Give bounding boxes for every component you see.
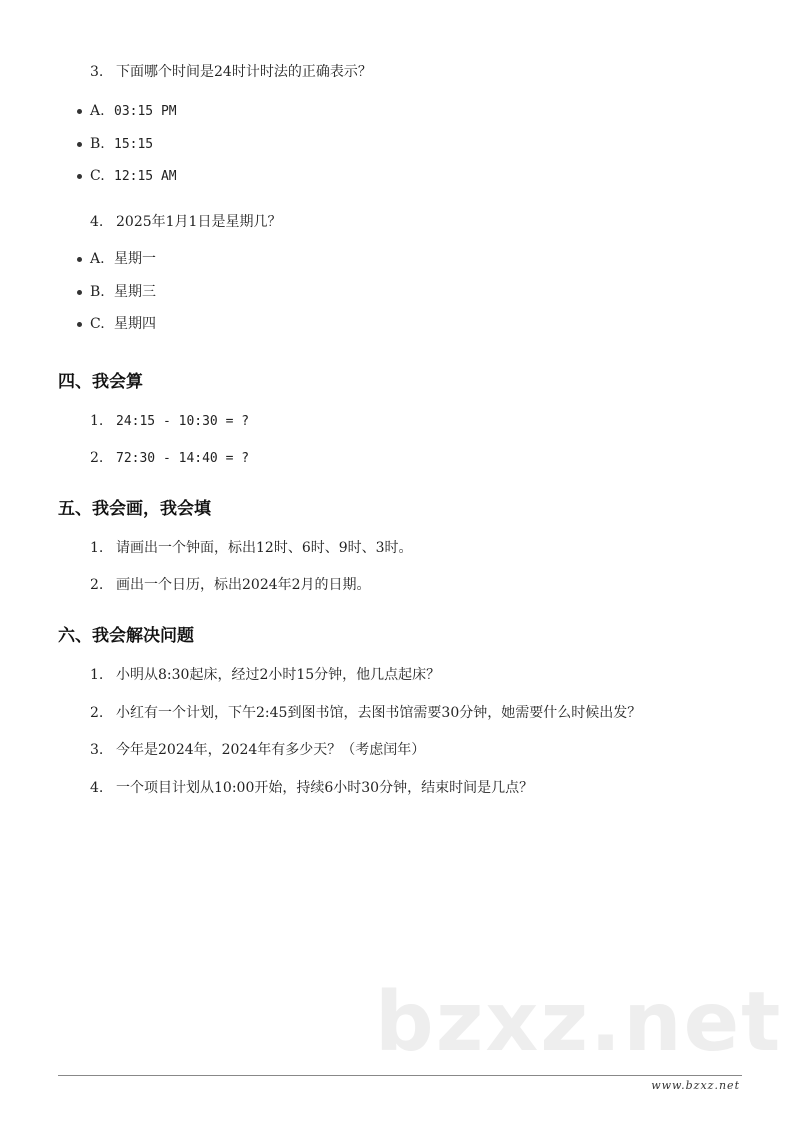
option-text: 12:15 AM [114,169,177,184]
q4-option-c [90,314,156,334]
q3-option-b [90,134,153,155]
q3-option-a [90,101,177,122]
bullet-icon [77,257,82,262]
question-number: 3. [90,64,104,80]
item-text: 小红有一个计划，下午2:45到图书馆，去图书馆需要30分钟，她需要什么时候出发？ [116,705,642,721]
option-text: 星期三 [114,284,156,300]
option-text: 星期一 [114,251,156,267]
list-item [90,703,641,723]
option-text: 15:15 [114,137,154,152]
list-item [90,665,440,685]
option-letter: C. [90,168,105,184]
item-number: 2. [90,450,104,466]
section-heading-solve: 六、我会解决问题 [58,626,194,646]
q4-option-a [90,249,156,269]
question-number: 4. [90,214,104,230]
option-letter: B. [90,136,105,152]
item-text: 请画出一个钟面，标出12时、6时、9时、3时。 [116,540,413,556]
list-item [90,778,533,798]
bullet-icon [77,142,82,147]
option-letter: B. [90,284,105,300]
list-item [90,740,425,760]
section-heading-calculate: 四、我会算 [58,372,143,392]
footer-url: www.bzxz.net [651,1079,740,1092]
item-text: 一个项目计划从10:00开始，持续6小时30分钟，结束时间是几点？ [116,780,534,796]
q4-option-b [90,282,156,302]
section-heading-draw: 五、我会画，我会填 [58,499,211,519]
option-letter: A. [90,251,105,267]
item-text: 24:15 - 10:30 = ? [116,414,250,429]
watermark: bzxz.net [375,975,783,1070]
list-item [90,575,371,595]
item-number: 2. [90,577,104,593]
option-text: 03:15 PM [114,104,177,119]
footer-divider [58,1075,742,1076]
q3-option-c [90,166,177,187]
question-text: 下面哪个时间是24时计时法的正确表示？ [116,64,372,80]
item-number: 2. [90,705,104,721]
item-number: 1. [90,540,104,556]
bullet-icon [77,174,82,179]
item-number: 1. [90,413,104,429]
bullet-icon [77,109,82,114]
list-item [90,411,249,432]
bullet-icon [77,290,82,295]
item-text: 小明从8:30起床，经过2小时15分钟，他几点起床？ [116,667,441,683]
list-item [90,448,249,469]
question-text: 2025年1月1日是星期几？ [116,214,282,230]
bullet-icon [77,322,82,327]
option-letter: A. [90,103,105,119]
item-text: 画出一个日历，标出2024年2月的日期。 [116,577,371,593]
item-text: 今年是2024年，2024年有多少天？（考虑闰年） [116,742,426,758]
list-item [90,538,413,558]
item-number: 1. [90,667,104,683]
item-number: 3. [90,742,104,758]
question-3 [90,62,372,82]
option-text: 星期四 [114,316,156,332]
item-number: 4. [90,780,104,796]
question-4 [90,212,281,232]
option-letter: C. [90,316,105,332]
item-text: 72:30 - 14:40 = ? [116,451,250,466]
